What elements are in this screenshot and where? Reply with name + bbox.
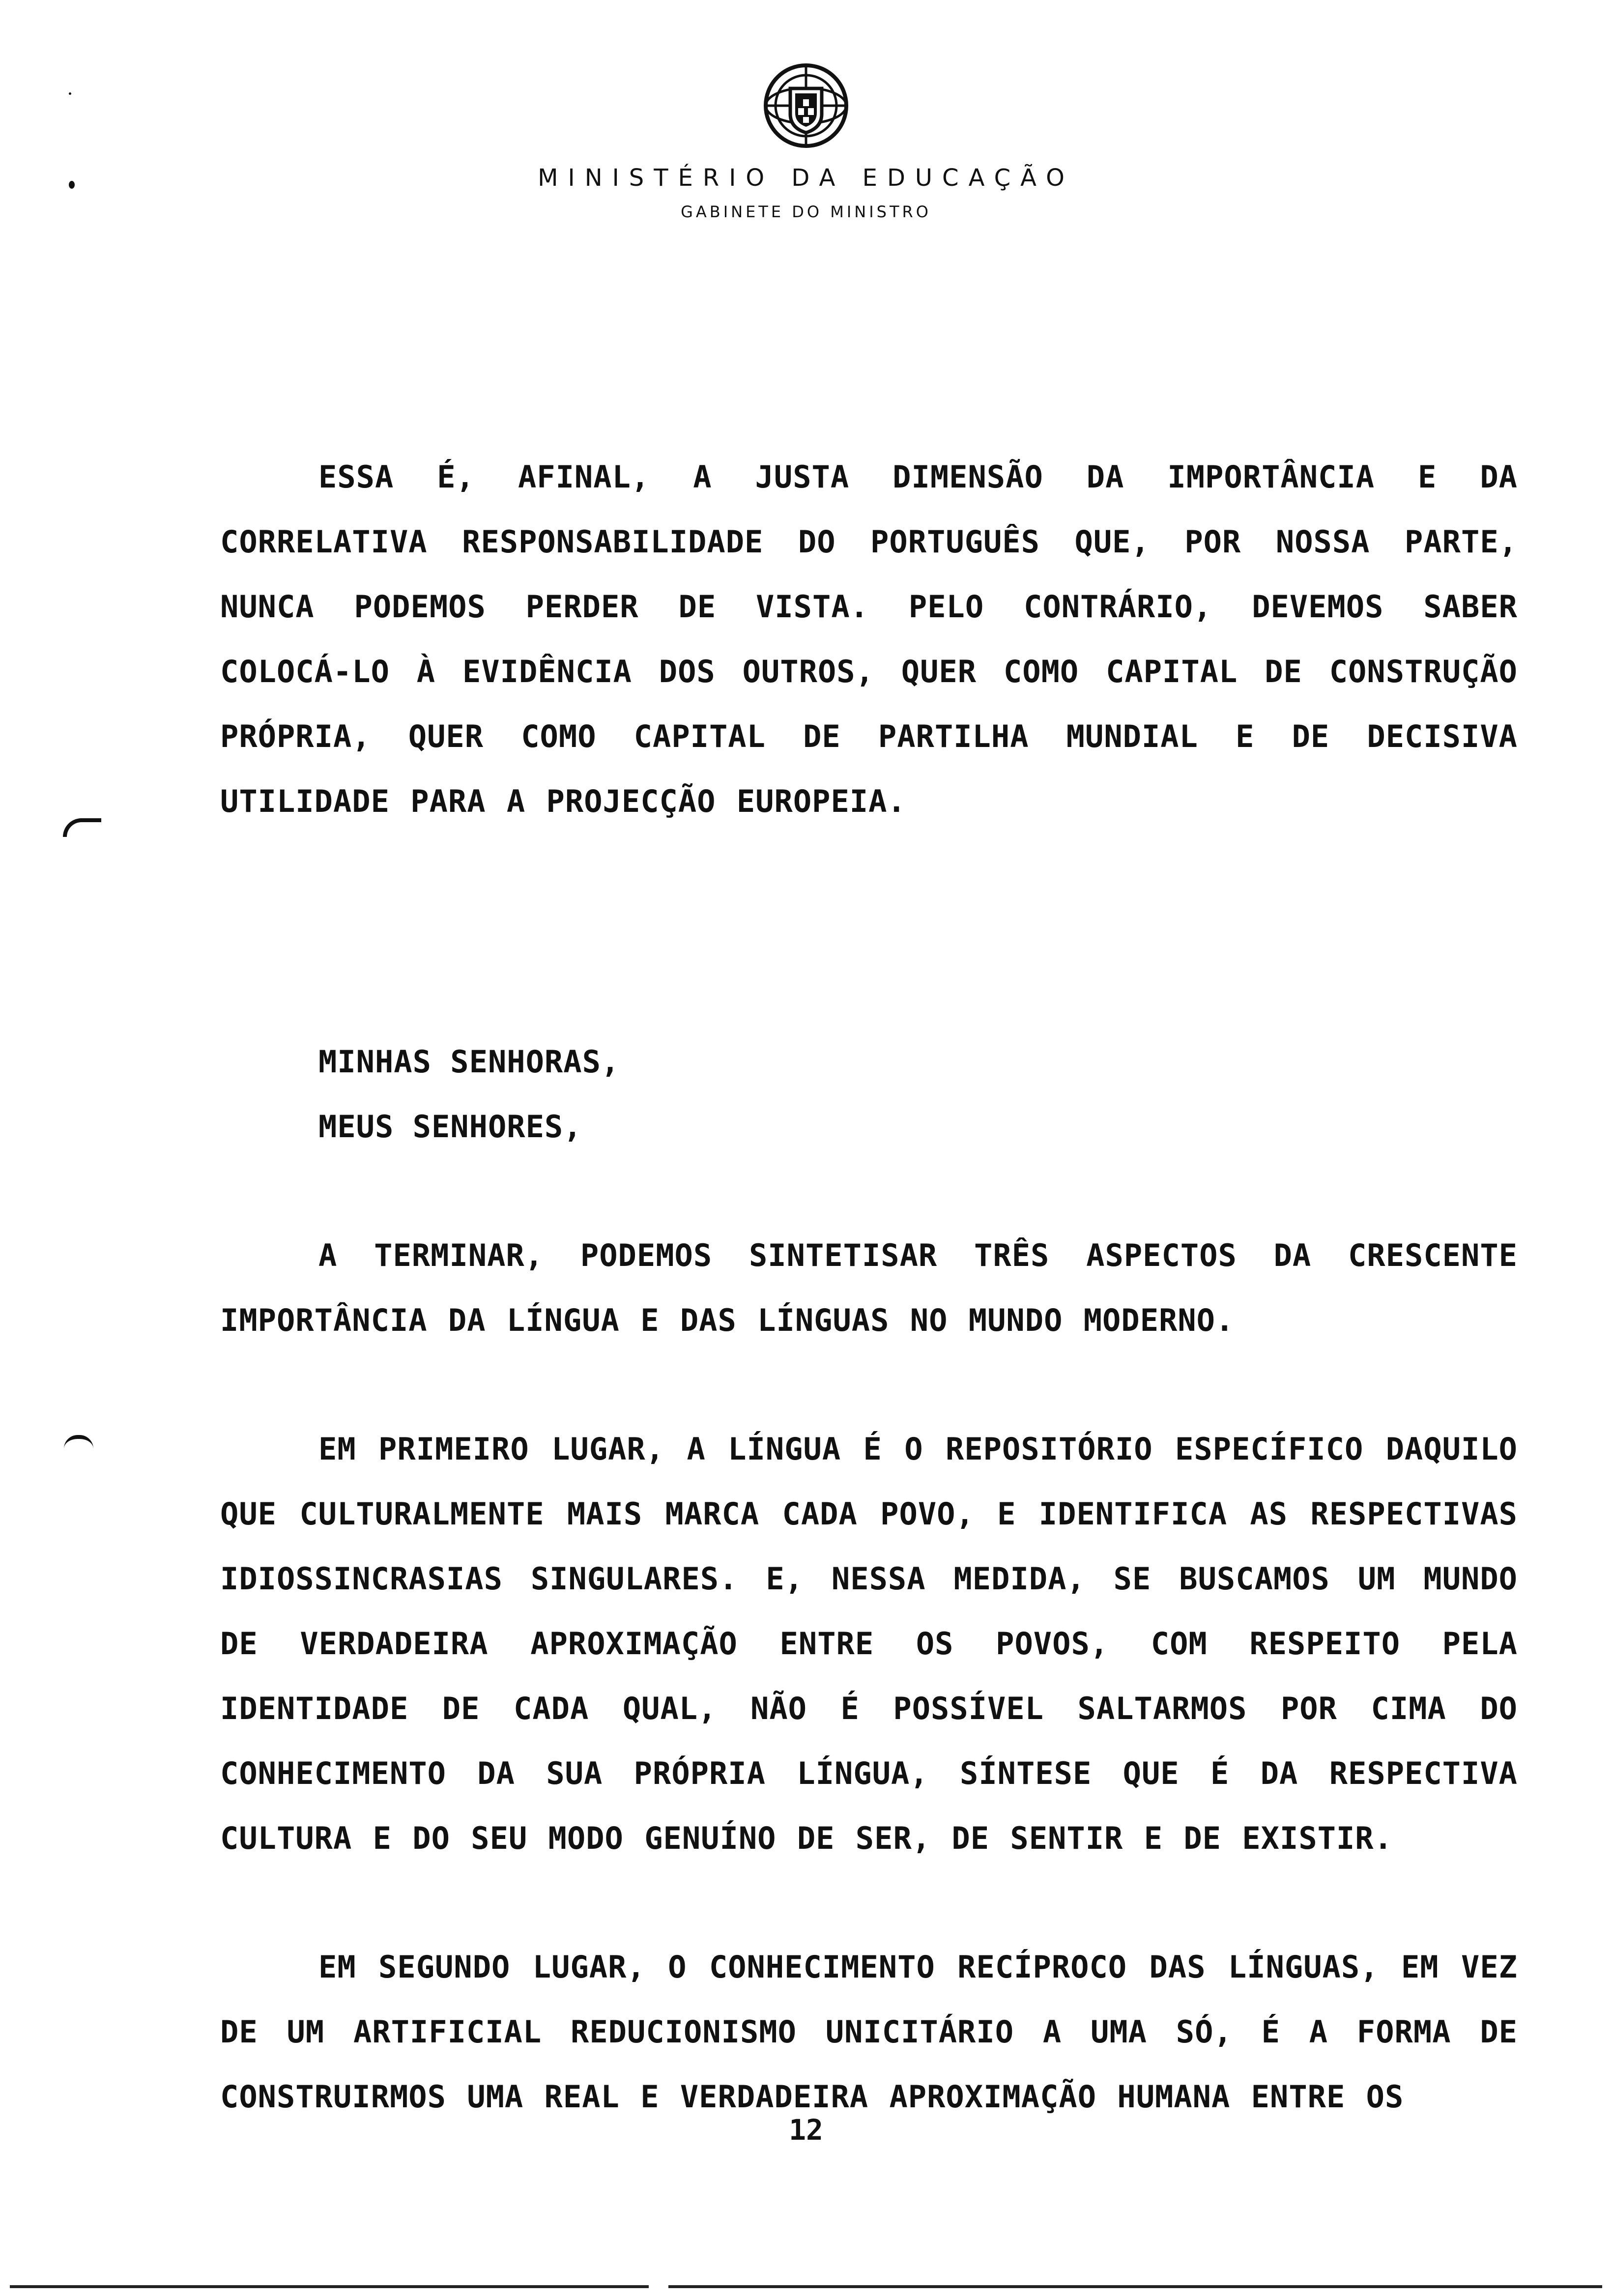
- salutation-line-1: MINHAS SENHORAS,: [318, 1044, 620, 1080]
- ministry-name: MINISTÉRIO DA EDUCAÇÃO: [538, 164, 1074, 192]
- spacer: [220, 1159, 1518, 1223]
- spacer: [220, 834, 1518, 1030]
- letterhead: [0, 59, 1612, 221]
- bottom-rule: [668, 2285, 1602, 2288]
- page-number: 12: [789, 2113, 823, 2147]
- paragraph-4: EM SEGUNDO LUGAR, O CONHECIMENTO RECÍPROCO DAS LÍNGUAS, EM VEZ DE UM ARTIFICIAL REDUCIONISMO UNICITÁRIO A UMA SÓ, É A FORMA DE CONSTRUIRMOS UMA REAL E VERDADEIRA APROXIMAÇÃO HUMANA ENTRE OS: [220, 1949, 1518, 2115]
- bottom-rule: [10, 2285, 649, 2288]
- punch-hole-mark: [63, 818, 101, 837]
- paragraph-3: EM PRIMEIRO LUGAR, A LÍNGUA É O REPOSITÓRIO ESPECÍFICO DAQUILO QUE CULTURALMENTE MAIS MARCA CADA POVO, E IDENTIFICA AS RESPECTIVAS IDIOSSINCRASIAS SINGULARES. E, NESSA MEDIDA, SE BUSCAMOS UM MUNDO DE VERDADEIRA APROXIMAÇÃO ENTRE OS POVOS, COM RESPEITO PELA IDENTIDADE DE CADA QUAL, NÃO É POSSÍVEL SALTARMOS POR CIMA DO CONHECIMENTO DA SUA PRÓPRIA LÍNGUA, SÍNTESE QUE É DA RESPECTIVA CULTURA E DO SEU MODO GENUÍNO DE SER, DE SENTIR E DE EXISTIR.: [220, 1431, 1518, 1856]
- office-name: GABINETE DO MINISTRO: [681, 202, 931, 221]
- punch-hole-mark: [64, 1435, 93, 1449]
- scan-dot: [69, 92, 71, 95]
- paragraph-2: A TERMINAR, PODEMOS SINTETISAR TRÊS ASPECTOS DA CRESCENTE IMPORTÂNCIA DA LÍNGUA E DAS LÍNGUAS NO MUNDO MODERNO.: [220, 1237, 1518, 1338]
- paragraph-1: ESSA É, AFINAL, A JUSTA DIMENSÃO DA IMPORTÂNCIA E DA CORRELATIVA RESPONSABILIDADE DO PORTUGUÊS QUE, POR NOSSA PARTE, NUNCA PODEMOS PERDER DE VISTA. PELO CONTRÁRIO, DEVEMOS SABER COLOCÁ-LO À EVIDÊNCIA DOS OUTROS, QUER COMO CAPITAL DE CONSTRUÇÃO PRÓPRIA, QUER COMO CAPITAL DE PARTILHA MUNDIAL E DE DECISIVA UTILIDADE PARA A PROJECÇÃO EUROPEIA.: [220, 459, 1518, 819]
- document-body: [220, 445, 1518, 2129]
- scan-dot: [69, 181, 75, 189]
- coat-of-arms-icon: [762, 59, 850, 157]
- salutation-line-2: MEUS SENHORES,: [318, 1109, 582, 1145]
